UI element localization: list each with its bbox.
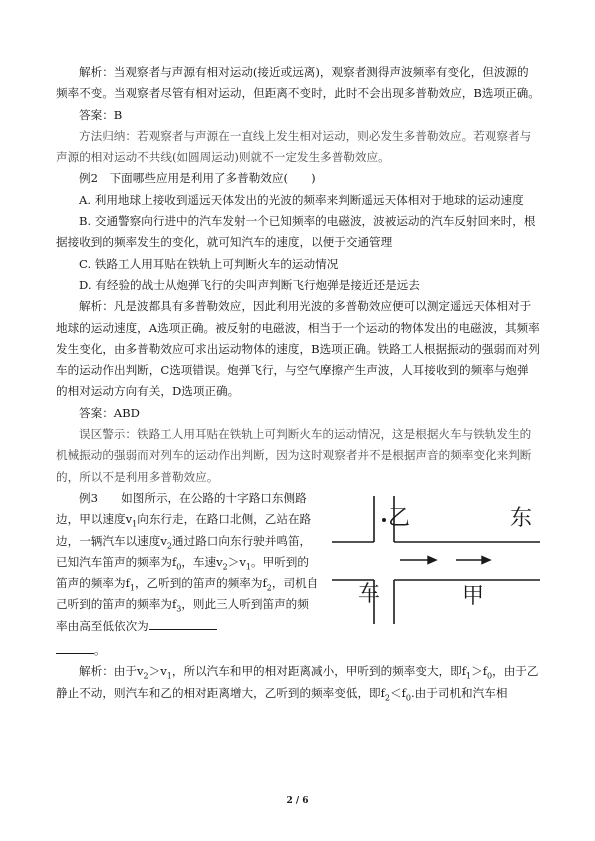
page-content: [56, 62, 540, 704]
misconception-warning: 误区警示：铁路工人用耳贴在铁轨上可判断火车的运动情况，这是根据火车与铁轨发生的机械振动的强弱而对列车的运动作出判断，因为这时观察者并不是根据声音的频率变化来判断的，所以不是利用多普勒效应。: [56, 427, 532, 484]
example-3-tail: 。: [56, 640, 540, 661]
example-3-text: 例3 如图所示，在公路的十字路口东侧路边，甲以速度$v_1$向东行走，在路口北侧，乙站在路边，一辆汽车以速度$v_2$通过路口向东行驶并鸣笛，已知汽车笛声的频率为$f_0$，车速$v_2>v_1$。甲听到的笛声的频率为$f_1$，乙听到的笛声的频率为$f_2$，司机自己听到的笛声的频率为$f_3$，则此三人听到笛声的频率由高至低依次为: [56, 490, 319, 633]
example-2-stem: 例2 下面哪些应用是利用了多普勒效应( ): [79, 171, 316, 186]
example-2-option-d: D. 有经验的战士从炮弹飞行的尖叫声判断飞行炮弹是接近还是远去: [79, 277, 420, 292]
analysis-paragraph-1: 解析：当观察者与声源有相对运动(接近或远离)，观察者测得声波频率有变化，但波源的频率不变。当观察者尽管有相对运动，但距离不变时，此时不会出现多普勒效应，B选项正确。: [56, 65, 540, 101]
example-2-option-a: A. 利用地球上接收到遥远天体发出的光波的频率来判断遥远天体相对于地球的运动速度: [79, 192, 524, 207]
answer-2: 答案：ABD: [79, 405, 140, 420]
label-yi: 乙: [388, 505, 411, 531]
analysis-paragraph-2: 解析：凡是波都具有多普勒效应，因此利用光波的多普勒效应便可以测定遥远天体相对于地球的运动速度，A选项正确。被反射的电磁波，相当于一个运动的物体发出的电磁波，其频率发生变化，由多普勒效应可求出运动物体的速度，B选项正确。铁路工人根据振动的强弱而对列车的运动作出判断，C选项错误。炮弹飞行，与空气摩擦产生声波，人耳接收到的频率与炮弹的相对运动方向有关，D选项正确。: [56, 299, 540, 399]
answer-blank[interactable]: [149, 617, 217, 630]
analysis-paragraph-3: 解析：由于$v_2>v_1$，所以汽车和甲的相对距离减小，甲听到的频率变大，即$f_1>f_0$，由于乙静止不动，则汽车和乙的相对距离增大，乙听到的频率变低，即$f_2<f_0$.由于司机和汽车相: [56, 664, 539, 702]
example-2-option-b: B. 交通警察向行进中的汽车发射一个已知频率的电磁波，波被运动的汽车反射回来时，根据接收到的频率发生的变化，就可知汽车的速度，以便于交通管理: [56, 214, 536, 250]
label-dong: 东: [510, 505, 533, 531]
label-che: 车: [358, 581, 381, 607]
page-number: 2 / 6: [286, 796, 309, 806]
answer-blank-continued[interactable]: [56, 641, 94, 654]
example-2-option-c: C. 铁路工人用耳贴在铁轨上可判断火车的运动情况: [79, 256, 339, 271]
method-summary: 方法归纳：若观察者与声源在一直线上发生相对运动，则必发生多普勒效应。若观察者与声源的相对运动不共线(如圆周运动)则就不一定发生多普勒效应。: [56, 128, 532, 165]
label-jia: 甲: [462, 583, 485, 609]
example-3-block: [56, 488, 540, 640]
intersection-figure: [332, 496, 544, 636]
answer-1: 答案：B: [79, 107, 123, 122]
observer-dot: [382, 518, 386, 522]
